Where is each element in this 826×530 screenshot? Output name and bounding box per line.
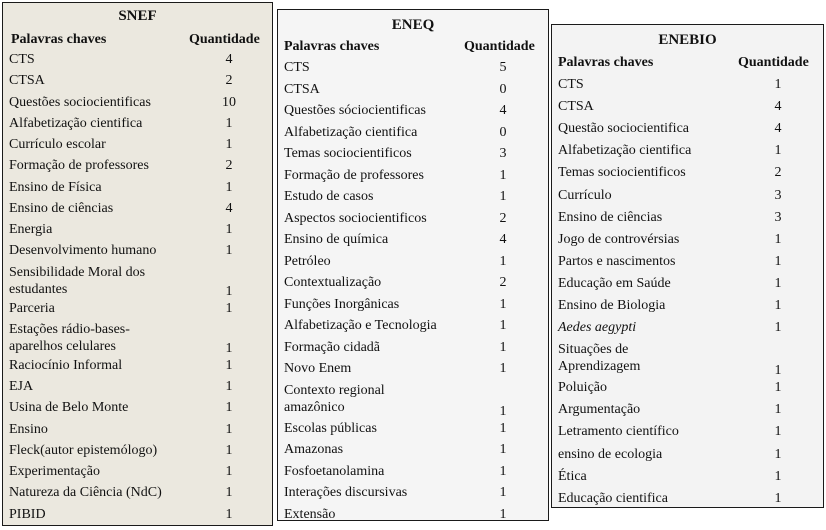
count-cell: 4 xyxy=(499,232,507,247)
keyword-cell: Extensão xyxy=(284,506,336,522)
count-cell: 1 xyxy=(774,468,782,484)
table-row xyxy=(3,265,272,301)
count-cell: 1 xyxy=(499,167,507,183)
table-row xyxy=(3,301,272,322)
keyword-cell: Ensino de Biologia xyxy=(558,298,666,313)
keyword-cell: Situações de xyxy=(558,342,629,358)
table-row xyxy=(278,361,548,383)
keyword-cell: Escolas públicas xyxy=(284,420,377,436)
keyword-cell: Fleck(autor epistemólogo) xyxy=(9,442,158,458)
keyword-cell: CTSA xyxy=(284,81,320,97)
keyword-cell: Educação em Saúde xyxy=(558,275,671,291)
count-header: Quantidade xyxy=(738,55,809,70)
keyword-cell: Currículo xyxy=(558,187,612,203)
count-cell: 4 xyxy=(774,99,782,115)
keyword-cell: EJA xyxy=(9,379,34,394)
table-row xyxy=(552,402,823,424)
count-cell: 1 xyxy=(225,400,233,416)
count-cell: 2 xyxy=(225,73,233,89)
keyword-cell: Formação cidadã xyxy=(284,339,381,355)
table-row xyxy=(552,469,823,491)
keyword-cell: Fosfoetanolamina xyxy=(284,463,385,479)
keyword-cell: aparelhos celulares xyxy=(9,338,116,354)
keyword-cell: Ensino de ciências xyxy=(9,200,114,216)
keyword-cell: Ética xyxy=(558,468,587,484)
count-cell: 1 xyxy=(774,363,782,379)
table-row xyxy=(3,52,272,73)
table-row xyxy=(552,165,823,187)
table-row xyxy=(278,464,548,486)
table-row xyxy=(552,143,823,165)
table-row xyxy=(552,491,823,513)
table-row xyxy=(552,188,823,210)
table-row xyxy=(3,158,272,179)
count-cell: 1 xyxy=(225,485,233,501)
keyword-cell: Argumentação xyxy=(558,402,641,418)
count-cell: 2 xyxy=(774,165,782,181)
count-cell: 1 xyxy=(774,402,782,418)
count-cell: 1 xyxy=(225,442,233,458)
keyword-cell: Desenvolvimento humano xyxy=(9,243,157,259)
keyword-cell: Contextualização xyxy=(284,275,382,290)
table-row xyxy=(278,232,548,254)
keyword-cell: Petróleo xyxy=(284,253,331,269)
keyword-cell: CTS xyxy=(284,60,310,75)
count-cell: 1 xyxy=(774,490,782,506)
count-cell: 1 xyxy=(225,115,233,131)
table-row xyxy=(278,383,548,421)
keyword-cell: Aedes aegypti xyxy=(558,320,637,336)
table-title: ENEBIO xyxy=(658,32,717,48)
count-cell: 1 xyxy=(499,189,507,204)
snef-table xyxy=(2,2,273,526)
table-row xyxy=(278,82,548,104)
keyword-cell: Questões sóciocientificas xyxy=(284,103,426,118)
keyword-cell: PIBID xyxy=(9,506,46,522)
count-cell: 3 xyxy=(774,209,782,225)
keyword-cell: Interações discursivas xyxy=(284,485,408,500)
table-row xyxy=(3,180,272,201)
table-row xyxy=(552,210,823,232)
count-cell: 1 xyxy=(225,506,233,522)
count-cell: 1 xyxy=(499,442,507,457)
eneq-table xyxy=(277,9,549,521)
table-row xyxy=(278,146,548,168)
table-row xyxy=(552,254,823,276)
count-cell: 1 xyxy=(499,339,507,355)
count-cell: 3 xyxy=(774,187,782,203)
keyword-header: Palavras chaves xyxy=(284,39,380,54)
count-cell: 4 xyxy=(225,52,233,67)
keyword-cell: CTSA xyxy=(9,73,45,89)
keyword-cell: Experimentação xyxy=(9,464,100,479)
keyword-cell: Contexto regional xyxy=(284,382,385,398)
keyword-cell: Letramento científico xyxy=(558,424,679,440)
count-cell: 1 xyxy=(225,300,233,316)
table-row xyxy=(552,99,823,121)
table-row xyxy=(552,121,823,143)
table-row xyxy=(3,222,272,243)
count-cell: 5 xyxy=(499,60,507,75)
count-cell: 1 xyxy=(774,380,782,396)
count-cell: 4 xyxy=(774,121,782,137)
count-cell: 1 xyxy=(225,421,233,437)
keyword-cell: Alfabetização cientifica xyxy=(284,124,418,140)
table-row xyxy=(3,464,272,485)
keyword-cell: Questão sociocientifica xyxy=(558,121,690,137)
count-cell: 0 xyxy=(499,81,507,97)
count-header: Quantidade xyxy=(464,39,535,54)
keyword-cell: Alfabetização cientifica xyxy=(558,143,692,159)
table-row xyxy=(3,485,272,506)
table-row xyxy=(552,342,823,380)
keyword-cell: Aspectos sociocientificos xyxy=(284,210,427,226)
table-row xyxy=(3,443,272,464)
keyword-cell: Usina de Belo Monte xyxy=(9,400,129,416)
count-cell: 1 xyxy=(774,253,782,269)
count-cell: 1 xyxy=(499,463,507,479)
count-cell: 1 xyxy=(499,506,507,522)
count-cell: 1 xyxy=(499,253,507,269)
count-cell: 1 xyxy=(225,464,233,479)
table-row xyxy=(278,507,548,529)
keyword-cell: CTS xyxy=(9,52,35,67)
keyword-cell: Ensino de química xyxy=(284,232,389,247)
count-cell: 1 xyxy=(774,424,782,440)
table-row xyxy=(278,275,548,297)
table-row xyxy=(552,424,823,446)
keyword-cell: Raciocínio Informal xyxy=(9,357,123,373)
table-row xyxy=(552,447,823,469)
count-cell: 1 xyxy=(774,275,782,291)
keyword-cell: Funções Inorgânicas xyxy=(284,296,400,312)
table-row xyxy=(278,168,548,190)
count-cell: 1 xyxy=(225,137,233,152)
keyword-header: Palavras chaves xyxy=(558,55,654,70)
table-row xyxy=(278,189,548,211)
count-cell: 1 xyxy=(774,77,782,92)
count-cell: 1 xyxy=(499,403,507,419)
count-cell: 1 xyxy=(225,222,233,237)
table-row xyxy=(3,358,272,379)
count-cell: 1 xyxy=(225,379,233,394)
keyword-cell: Ensino xyxy=(9,421,48,437)
keyword-cell: CTSA xyxy=(558,99,594,115)
keyword-cell: Aprendizagem xyxy=(558,359,641,375)
table-row xyxy=(3,400,272,421)
enebio-table xyxy=(551,24,824,508)
keyword-cell: CTS xyxy=(558,77,584,92)
keyword-cell: Novo Enem xyxy=(284,361,352,376)
table-row xyxy=(278,421,548,443)
table-row xyxy=(278,442,548,464)
keyword-cell: Alfabetização cientifica xyxy=(9,115,143,131)
count-cell: 1 xyxy=(774,143,782,159)
count-cell: 2 xyxy=(225,158,233,174)
keyword-cell: Alfabetização e Tecnologia xyxy=(284,318,437,333)
table-row xyxy=(3,137,272,158)
table-row xyxy=(278,485,548,507)
keyword-cell: Temas sociocientificos xyxy=(558,165,686,181)
keyword-cell: Amazonas xyxy=(284,442,344,457)
keyword-header: Palavras chaves xyxy=(11,32,107,47)
table-row xyxy=(552,232,823,254)
table-title: SNEF xyxy=(118,8,157,24)
table-row xyxy=(3,95,272,116)
count-cell: 1 xyxy=(499,318,507,333)
table-row xyxy=(3,243,272,264)
keyword-cell: Sensibilidade Moral dos xyxy=(9,264,146,280)
count-cell: 0 xyxy=(499,124,507,140)
table-row xyxy=(3,201,272,222)
count-cell: 1 xyxy=(499,361,507,376)
table-row xyxy=(552,380,823,402)
keyword-cell: Energia xyxy=(9,222,53,237)
table-row xyxy=(552,298,823,320)
keyword-cell: estudantes xyxy=(9,281,68,297)
count-cell: 4 xyxy=(499,103,507,118)
table-row xyxy=(278,297,548,319)
keyword-cell: Partos e nascimentos xyxy=(558,253,676,269)
table-row xyxy=(278,340,548,362)
keyword-cell: Estudo de casos xyxy=(284,189,374,204)
table-row xyxy=(3,73,272,94)
table-row xyxy=(3,379,272,400)
table-row xyxy=(278,103,548,125)
keyword-cell: Ensino de ciências xyxy=(558,209,663,225)
table-row xyxy=(278,318,548,340)
table-title: ENEQ xyxy=(391,17,435,33)
count-cell: 1 xyxy=(225,283,233,299)
keyword-cell: Parceria xyxy=(9,300,55,316)
keyword-cell: Currículo escolar xyxy=(9,137,106,152)
table-row xyxy=(278,125,548,147)
keyword-cell: Natureza da Ciência (NdC) xyxy=(9,485,162,501)
table-row xyxy=(552,276,823,298)
table-row xyxy=(3,507,272,528)
keyword-cell: Poluição xyxy=(558,380,607,396)
count-cell: 10 xyxy=(222,94,236,110)
table-row xyxy=(278,254,548,276)
keyword-cell: Jogo de controvérsias xyxy=(558,231,680,247)
table-row xyxy=(3,116,272,137)
keyword-cell: amazônico xyxy=(284,399,345,415)
count-header: Quantidade xyxy=(189,32,260,47)
table-row xyxy=(278,60,548,82)
count-cell: 4 xyxy=(225,200,233,216)
count-cell: 1 xyxy=(499,420,507,436)
count-cell: 1 xyxy=(225,243,233,259)
count-cell: 2 xyxy=(499,210,507,226)
keyword-cell: Educação cientifica xyxy=(558,490,668,506)
table-row xyxy=(3,322,272,358)
count-cell: 1 xyxy=(225,179,233,195)
keyword-cell: Temas sociocientificos xyxy=(284,146,412,161)
keyword-cell: Questões sociocientificas xyxy=(9,94,151,110)
count-cell: 1 xyxy=(499,296,507,312)
count-cell: 1 xyxy=(225,357,233,373)
count-cell: 1 xyxy=(774,446,782,462)
count-cell: 2 xyxy=(499,275,507,290)
keyword-cell: Estações rádio-bases- xyxy=(9,321,130,337)
keyword-cell: Ensino de Física xyxy=(9,179,102,195)
table-row xyxy=(552,77,823,99)
count-cell: 1 xyxy=(774,298,782,313)
count-cell: 1 xyxy=(225,340,233,356)
count-cell: 3 xyxy=(499,146,507,161)
table-row xyxy=(552,320,823,342)
keyword-cell: Formação de professores xyxy=(9,158,149,174)
count-cell: 1 xyxy=(499,485,507,500)
table-row xyxy=(3,422,272,443)
table-row xyxy=(278,211,548,233)
keyword-cell: ensino de ecologia xyxy=(558,446,663,462)
count-cell: 1 xyxy=(774,320,782,336)
count-cell: 1 xyxy=(774,231,782,247)
keyword-cell: Formação de professores xyxy=(284,167,424,183)
